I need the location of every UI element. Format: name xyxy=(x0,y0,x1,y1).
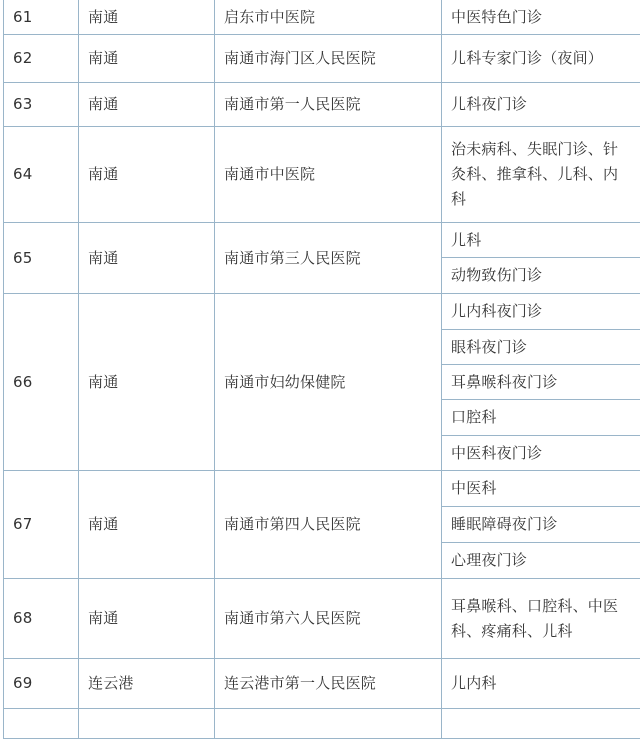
row-number-cell: 62 xyxy=(4,35,79,83)
row-number-cell: 65 xyxy=(4,223,79,294)
city-cell: 南通 xyxy=(79,127,215,223)
table-row xyxy=(4,294,640,330)
department-cell: 动物致伤门诊 xyxy=(442,258,640,294)
row-number-cell: 66 xyxy=(4,294,79,471)
table-row xyxy=(4,471,640,507)
row-number-cell: 67 xyxy=(4,471,79,579)
row-number-cell: 63 xyxy=(4,83,79,127)
city-cell xyxy=(79,709,215,739)
department-cell: 中医科夜门诊 xyxy=(442,436,640,471)
hospital-name-cell: 南通市第四人民医院 xyxy=(215,471,442,579)
city-cell: 南通 xyxy=(79,0,215,35)
department-cell: 治未病科、失眠门诊、针灸科、推拿科、儿科、内科 xyxy=(442,127,640,223)
hospital-name-cell: 南通市第一人民医院 xyxy=(215,83,442,127)
table-row xyxy=(4,0,640,35)
hospital-name-cell: 南通市海门区人民医院 xyxy=(215,35,442,83)
table-row xyxy=(4,659,640,709)
hospital-clinic-table xyxy=(3,0,640,739)
hospital-name-cell: 南通市中医院 xyxy=(215,127,442,223)
city-cell: 连云港 xyxy=(79,659,215,709)
department-cell: 儿科专家门诊（夜间） xyxy=(442,35,640,83)
city-cell: 南通 xyxy=(79,294,215,471)
department-cell: 耳鼻喉科夜门诊 xyxy=(442,365,640,400)
department-cell: 中医科 xyxy=(442,471,640,507)
row-number-cell xyxy=(4,709,79,739)
department-cell: 睡眠障碍夜门诊 xyxy=(442,507,640,543)
table-row xyxy=(4,579,640,659)
department-cell: 中医特色门诊 xyxy=(442,0,640,35)
city-cell: 南通 xyxy=(79,223,215,294)
department-cell: 儿科夜门诊 xyxy=(442,83,640,127)
department-cell xyxy=(442,709,640,739)
hospital-name-cell: 南通市第六人民医院 xyxy=(215,579,442,659)
hospital-name-cell: 南通市妇幼保健院 xyxy=(215,294,442,471)
row-number-cell: 64 xyxy=(4,127,79,223)
row-number-cell: 69 xyxy=(4,659,79,709)
table-row xyxy=(4,83,640,127)
hospital-name-cell: 南通市第三人民医院 xyxy=(215,223,442,294)
department-cell: 儿内科夜门诊 xyxy=(442,294,640,330)
hospital-name-cell xyxy=(215,709,442,739)
department-cell: 口腔科 xyxy=(442,400,640,436)
hospital-name-cell: 连云港市第一人民医院 xyxy=(215,659,442,709)
department-cell: 眼科夜门诊 xyxy=(442,330,640,365)
city-cell: 南通 xyxy=(79,579,215,659)
row-number-cell: 68 xyxy=(4,579,79,659)
department-cell: 心理夜门诊 xyxy=(442,543,640,579)
row-number-cell: 61 xyxy=(4,0,79,35)
city-cell: 南通 xyxy=(79,83,215,127)
department-cell: 耳鼻喉科、口腔科、中医科、疼痛科、儿科 xyxy=(442,579,640,659)
department-cell: 儿内科 xyxy=(442,659,640,709)
department-cell: 儿科 xyxy=(442,223,640,258)
city-cell: 南通 xyxy=(79,471,215,579)
table-row xyxy=(4,35,640,83)
table-body xyxy=(4,0,640,739)
table-row xyxy=(4,127,640,223)
table-row xyxy=(4,223,640,258)
hospital-name-cell: 启东市中医院 xyxy=(215,0,442,35)
table-row xyxy=(4,709,640,739)
city-cell: 南通 xyxy=(79,35,215,83)
